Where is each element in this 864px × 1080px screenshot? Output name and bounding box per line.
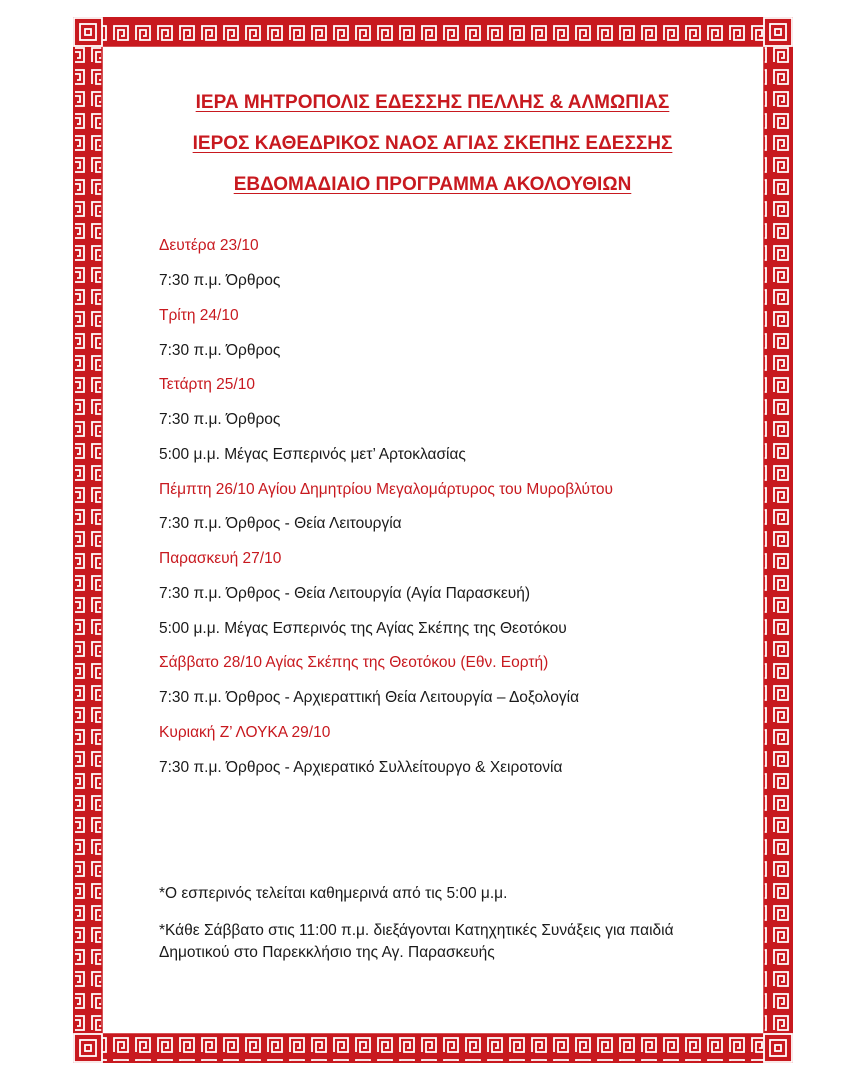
day-heading-tuesday: Τρίτη 24/10 <box>159 307 239 324</box>
service-item: 5:00 μ.μ. Μέγας Εσπερινός της Αγίας Σκέπης της Θεοτόκου <box>159 620 567 637</box>
day-heading-friday: Παρασκευή 27/10 <box>159 550 282 567</box>
catechism-note: *Κάθε Σάββατο στις 11:00 π.μ. διεξάγονται Κατηχητικές Συνάξεις για παιδιά Δημοτικού στο Παρεκκλήσιο της Αγ. Παρασκευής <box>159 922 674 961</box>
service-item: 7:30 π.μ. Όρθρος - Αρχιεραττική Θεία Λειτουργία – Δοξολογία <box>159 689 580 706</box>
day-heading-thursday: Πέμπτη 26/10 Αγίου Δημητρίου Μεγαλομάρτυρος του Μυροβλύτου <box>159 481 614 498</box>
vespers-note: *Ο εσπερινός τελείται καθημερινά από τις 5:00 μ.μ. <box>159 885 508 902</box>
metropolis-title: ΙΕΡΑ ΜΗΤΡΟΠΟΛΙΣ ΕΔΕΣΣΗΣ ΠΕΛΛΗΣ & ΑΛΜΩΠΙΑΣ <box>195 92 670 113</box>
day-heading-saturday: Σάββατο 28/10 Αγίας Σκέπης της Θεοτόκου (Εθν. Εορτή) <box>159 654 549 671</box>
day-heading-monday: Δευτέρα 23/10 <box>159 237 259 254</box>
service-item: 7:30 π.μ. Όρθρος - Θεία Λειτουργία <box>159 515 402 532</box>
service-item: 5:00 μ.μ. Μέγας Εσπερινός μετ’ Αρτοκλασίας <box>159 446 466 463</box>
service-item: 7:30 π.μ. Όρθρος <box>159 272 281 289</box>
service-item: 7:30 π.μ. Όρθρος <box>159 411 281 428</box>
cathedral-title: ΙΕΡΟΣ ΚΑΘΕΔΡΙΚΟΣ ΝΑΟΣ ΑΓΙΑΣ ΣΚΕΠΗΣ ΕΔΕΣΣΗΣ <box>192 133 673 154</box>
service-item: 7:30 π.μ. Όρθρος - Θεία Λειτουργία (Αγία Παρασκευή) <box>159 585 531 602</box>
service-item: 7:30 π.μ. Όρθρος - Αρχιερατικό Συλλείτουργο & Χειροτονία <box>159 759 563 776</box>
schedule-title: ΕΒΔΟΜΑΔΙΑΙΟ ΠΡΟΓΡΑΜΜΑ ΑΚΟΛΟΥΘΙΩΝ <box>233 174 632 195</box>
day-heading-wednesday: Τετάρτη 25/10 <box>159 376 255 393</box>
schedule-document <box>105 60 760 1025</box>
day-heading-sunday: Κυριακή Ζ’ ΛΟΥΚΑ 29/10 <box>159 724 331 741</box>
service-item: 7:30 π.μ. Όρθρος <box>159 342 281 359</box>
